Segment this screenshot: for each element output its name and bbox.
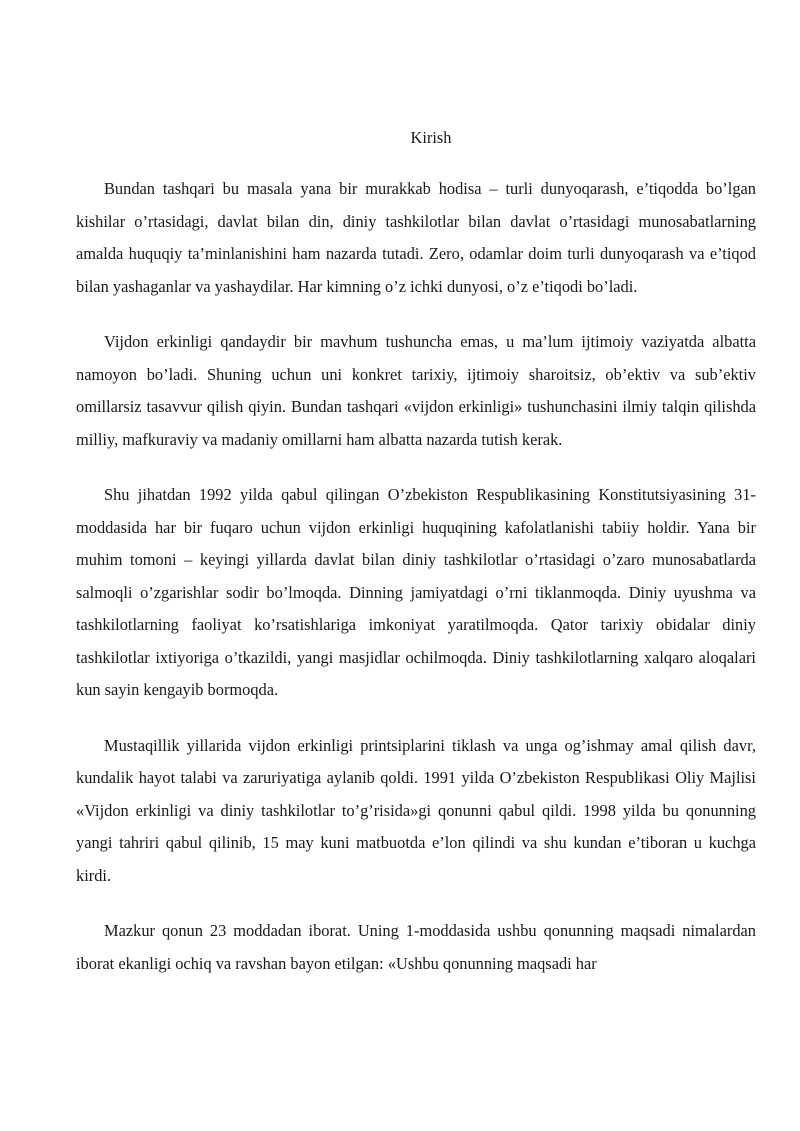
page-title: Kirish xyxy=(410,128,452,147)
paragraph-5: Mazkur qonun 23 moddadan iborat. Uning 1-moddasida ushbu qonunning maqsadi nimalardan iborat ekanligi ochiq va ravshan bayon etilgan: «Ushbu qonunning maqsadi har xyxy=(76,921,756,973)
document-body xyxy=(76,173,756,1003)
paragraph-4: Mustaqillik yillarida vijdon erkinligi printsiplarini tiklash va unga og’ishmay amal qilish davr, kundalik hayot talabi va zaruriyatiga aylanib qoldi. 1991 yilda O’zbekiston Respublikasi Oliy Majlisi «Vijdon erkinligi va diniy tashkilotlar to’g’risida»gi qonunni qabul qildi. 1998 yilda bu qonunning yangi tahriri qabul qilinib, 15 may kuni matbuotda e’lon qilindi va shu kundan e’tiboran u kuchga kirdi. xyxy=(76,735,756,885)
paragraph-2: Vijdon erkinligi qandaydir bir mavhum tushuncha emas, u ma’lum ijtimoiy vaziyatda albatta namoyon bo’ladi. Shuning uchun uni konkret tarixiy, ijtimoiy sharoitsiz, ob’ektiv va sub’ektiv omillarsiz tasavvur qilish qiyin. Bundan tashqari «vijdon erkinligi» tushunchasini ilmiy talqin qilishda milliy, mafkuraviy va madaniy omillarni ham albatta nazarda tutish kerak. xyxy=(76,332,756,449)
paragraph-1: Bundan tashqari bu masala yana bir murakkab hodisa – turli dunyoqarash, e’tiqodda bo’lgan kishilar o’rtasidagi, davlat bilan din, diniy tashkilotlar bilan davlat o’rtasidagi munosabatlarning amalda huquqiy ta’minlanishini ham nazarda tutadi. Zero, odamlar doim turli dunyoqarash va e’tiqod bilan yashaganlar va yashaydilar. Har kimning o’z ichki dunyosi, o’z e’tiqodi bo’ladi. xyxy=(76,179,756,296)
paragraph-3: Shu jihatdan 1992 yilda qabul qilingan O’zbekiston Respublikasining Konstitutsiyasining 31-moddasida har bir fuqaro uchun vijdon erkinligi huquqining kafolatlanishi tabiiy holdir. Yana bir muhim tomoni – keyingi yillarda davlat bilan diniy tashkilotlar o’rtasidagi o’zaro munosabatlarda salmoqli o’zgarishlar sodir bo’lmoqda. Dinning jamiyatdagi o’rni tiklanmoqda. Diniy uyushma va tashkilotlarning faoliyat ko’rsatishlariga imkoniyat yaratilmoqda. Qator tarixiy obidalar diniy tashkilotlar ixtiyoriga o’tkazildi, yangi masjidlar ochilmoqda. Diniy tashkilotlarning xalqaro aloqalari kun sayin kengayib bormoqda. xyxy=(76,485,756,699)
